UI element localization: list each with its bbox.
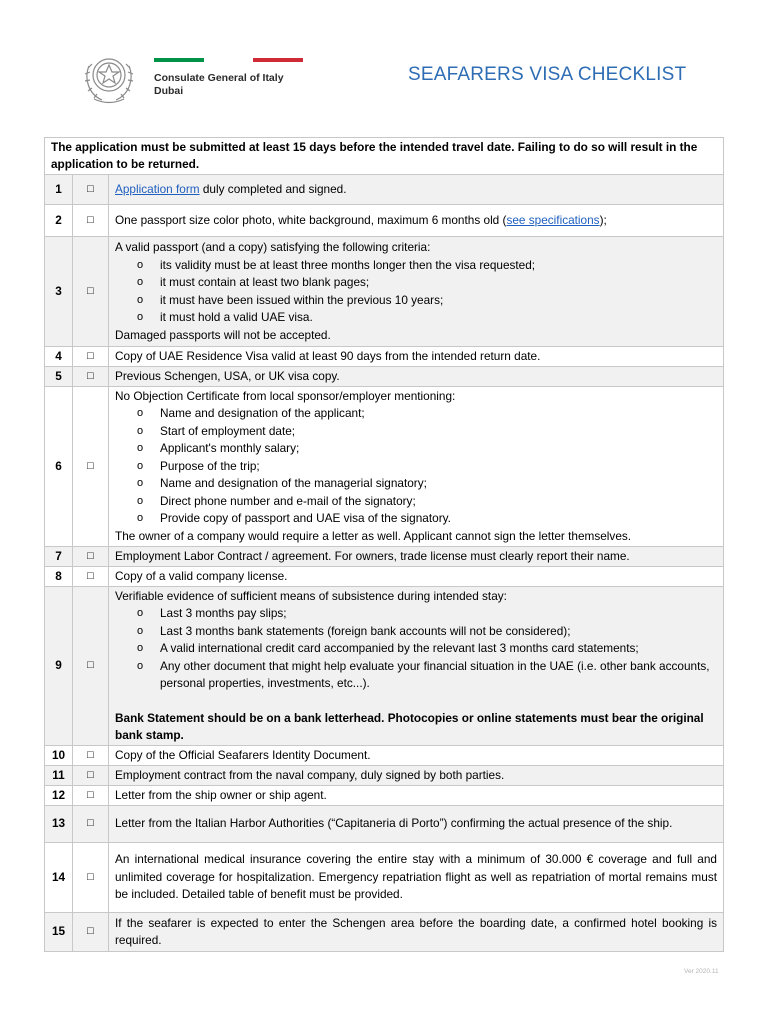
item-number: 11 (45, 766, 73, 786)
criteria-list (115, 257, 717, 327)
document-title: SEAFARERS VISA CHECKLIST (408, 64, 687, 85)
list-item: o Applicant's monthly salary; (115, 440, 717, 458)
item-text: Copy of UAE Residence Visa valid at least 90 days from the intended return date. (109, 347, 724, 367)
noc-requirements-list (115, 405, 717, 528)
checklist-row-8 (45, 567, 724, 587)
checklist-row-10 (45, 746, 724, 766)
list-item: o its validity must be at least three months longer then the visa requested; (115, 257, 717, 275)
item-number: 15 (45, 913, 73, 952)
list-item: o Direct phone number and e-mail of the signatory; (115, 493, 717, 511)
list-item: o A valid international credit card accompanied by the relevant last 3 months card statements; (115, 640, 717, 658)
item-intro: No Objection Certificate from local sponsor/employer mentioning: (115, 388, 456, 403)
item-intro: A valid passport (and a copy) satisfying the following criteria: (115, 240, 431, 254)
bank-statement-note: Bank Statement should be on a bank letterhead. Photocopies or online statements must bear the original bank stamp. (115, 710, 704, 742)
checkbox[interactable]: □ (73, 387, 109, 547)
item-number: 12 (45, 786, 73, 806)
item-number: 5 (45, 367, 73, 387)
item-outro: The owner of a company would require a letter as well. Applicant cannot sign the letter themselves. (115, 528, 632, 543)
item-number: 1 (45, 175, 73, 205)
checklist-row-1 (45, 175, 724, 205)
item-number: 6 (45, 387, 73, 547)
list-item: o Name and designation of the applicant; (115, 405, 717, 423)
application-form-link[interactable]: Application form (115, 181, 200, 196)
flag-white-stripe (204, 58, 254, 62)
checklist-row-2 (45, 205, 724, 237)
flag-red-stripe (253, 58, 303, 62)
item-intro: Verifiable evidence of sufficient means of subsistence during intended stay: (115, 588, 507, 603)
checklist-table (44, 137, 724, 952)
checklist-row-12 (45, 786, 724, 806)
checkbox[interactable]: □ (73, 766, 109, 786)
list-item: o Provide copy of passport and UAE visa of the signatory. (115, 510, 717, 528)
item-number: 4 (45, 347, 73, 367)
item-number: 14 (45, 843, 73, 913)
list-item: o Last 3 months bank statements (foreign bank accounts will not be considered); (115, 623, 717, 641)
checkbox[interactable]: □ (73, 806, 109, 843)
checkbox[interactable]: □ (73, 913, 109, 952)
item-text: Letter from the Italian Harbor Authorities (“Capitaneria di Porto”) confirming the actual presence of the ship. (109, 806, 724, 843)
list-item: o it must hold a valid UAE visa. (115, 309, 717, 327)
list-item: o Purpose of the trip; (115, 458, 717, 476)
item-text: Employment Labor Contract / agreement. For owners, trade license must clearly report their name. (109, 547, 724, 567)
item-number: 8 (45, 567, 73, 587)
consulate-line-2: Dubai (154, 85, 184, 97)
checklist-row-9 (45, 587, 724, 746)
item-text (109, 587, 724, 746)
item-number: 13 (45, 806, 73, 843)
checkbox[interactable]: □ (73, 843, 109, 913)
item-text: An international medical insurance covering the entire stay with a minimum of 30.000 € coverage and full and unlimited coverage for hospitalization. Emergency repatriation flight as well as repatriation of mortal remains must be included. Detailed table of benefit must be provided. (109, 843, 724, 913)
checkbox[interactable]: □ (73, 237, 109, 347)
checkbox[interactable]: □ (73, 746, 109, 766)
item-text (109, 387, 724, 547)
item-text-tail: duly completed and signed. (199, 181, 347, 196)
item-text: Copy of a valid company license. (109, 567, 724, 587)
checkbox[interactable]: □ (73, 786, 109, 806)
checkbox[interactable]: □ (73, 587, 109, 746)
item-text (109, 175, 724, 205)
item-text-head: One passport size color photo, white background, maximum 6 months old ( (115, 212, 507, 227)
italian-flag-bar (154, 58, 303, 62)
item-text-tail: ); (599, 212, 607, 227)
checklist-row-5 (45, 367, 724, 387)
item-text (109, 205, 724, 237)
checkbox[interactable]: □ (73, 567, 109, 587)
notice-row (45, 138, 724, 175)
checkbox[interactable]: □ (73, 347, 109, 367)
list-item: o Last 3 months pay slips; (115, 605, 717, 623)
checklist-row-14 (45, 843, 724, 913)
item-text (109, 237, 724, 347)
list-item: o it must have been issued within the previous 10 years; (115, 292, 717, 310)
item-number: 2 (45, 205, 73, 237)
checklist-row-4 (45, 347, 724, 367)
italian-republic-emblem (80, 44, 138, 108)
checkbox[interactable]: □ (73, 205, 109, 237)
checklist-row-15 (45, 913, 724, 952)
item-text: Employment contract from the naval company, duly signed by both parties. (109, 766, 724, 786)
checklist-row-11 (45, 766, 724, 786)
item-text: Letter from the ship owner or ship agent. (109, 786, 724, 806)
item-number: 9 (45, 587, 73, 746)
item-text: Copy of the Official Seafarers Identity Document. (109, 746, 724, 766)
checklist-row-7 (45, 547, 724, 567)
flag-green-stripe (154, 58, 204, 62)
checkbox[interactable]: □ (73, 547, 109, 567)
subsistence-evidence-list (115, 605, 717, 693)
notice-text: The application must be submitted at least 15 days before the intended travel date. Failing to do so will result in the application to be returned. (45, 138, 724, 175)
list-item: o Name and designation of the managerial signatory; (115, 475, 717, 493)
item-outro: Damaged passports will not be accepted. (115, 327, 331, 342)
list-item: o Start of employment date; (115, 423, 717, 441)
item-text: Previous Schengen, USA, or UK visa copy. (109, 367, 724, 387)
consulate-name (154, 72, 284, 98)
item-number: 7 (45, 547, 73, 567)
version-label: Ver 2020.11 (684, 968, 719, 975)
checkbox[interactable]: □ (73, 175, 109, 205)
item-number: 10 (45, 746, 73, 766)
item-text: If the seafarer is expected to enter the Schengen area before the boarding date, a confirmed hotel booking is required. (109, 913, 724, 952)
consulate-line-1: Consulate General of Italy (154, 72, 284, 84)
checklist-row-6 (45, 387, 724, 547)
see-specifications-link[interactable]: see specifications (506, 212, 600, 227)
checklist-row-3 (45, 237, 724, 347)
item-number: 3 (45, 237, 73, 347)
checklist-row-13 (45, 806, 724, 843)
checkbox[interactable]: □ (73, 367, 109, 387)
list-item: o Any other document that might help evaluate your financial situation in the UAE (i.e. other bank accounts, personal properties, investments, etc...). (115, 658, 717, 693)
list-item: o it must contain at least two blank pages; (115, 274, 717, 292)
